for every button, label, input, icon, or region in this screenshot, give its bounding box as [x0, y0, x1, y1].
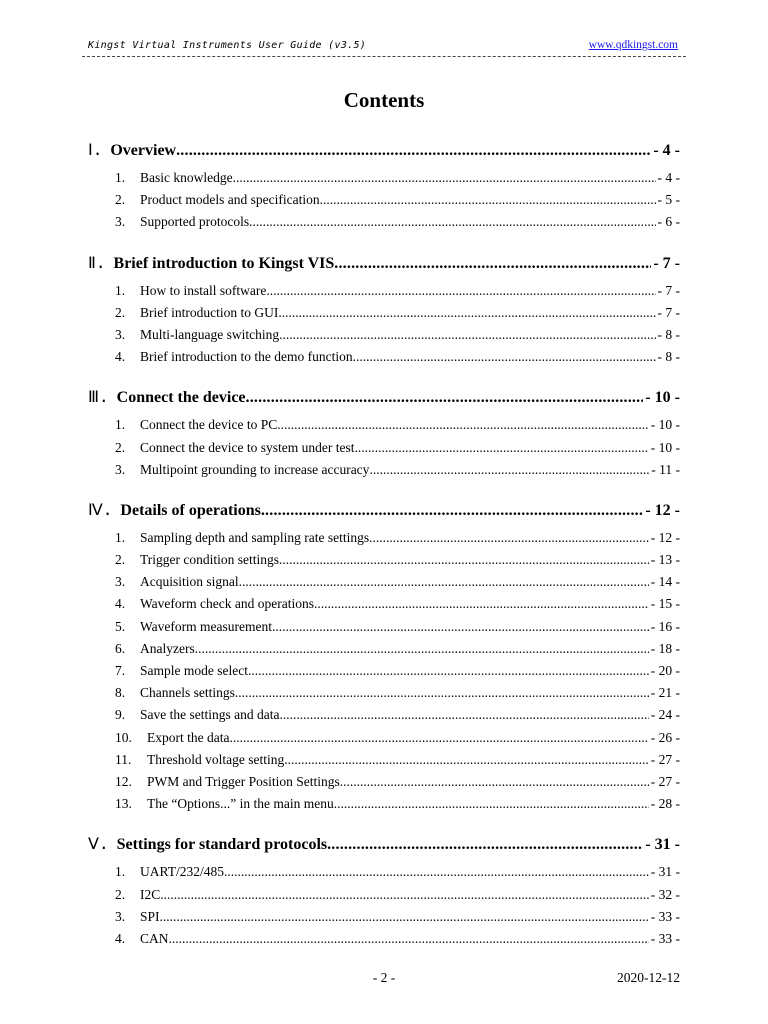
toc-section-row[interactable] [88, 387, 680, 411]
toc-section-number: Ⅲ. [88, 387, 109, 407]
toc-section-number: Ⅰ. [88, 140, 103, 159]
toc-entry-row[interactable] [88, 796, 680, 818]
toc-entry-row[interactable] [88, 663, 680, 685]
toc-entry-number: 11. [115, 751, 132, 767]
toc-dot-leader [277, 417, 649, 433]
toc-dot-leader [314, 596, 649, 612]
toc-dot-leader [235, 685, 649, 701]
toc-dot-leader [195, 641, 649, 657]
toc-entry-title: Channels settings [140, 685, 235, 701]
toc-entry-row[interactable] [88, 283, 680, 305]
toc-section-row[interactable] [88, 834, 680, 858]
toc-entry-page: - 7 - [657, 282, 680, 298]
toc-dot-leader [160, 909, 649, 925]
toc-dot-leader [334, 255, 651, 273]
toc-entry-number: 3. [115, 908, 126, 924]
toc-entry-row[interactable] [88, 440, 680, 462]
toc-entry-row[interactable] [88, 214, 680, 236]
toc-entry-page: - 28 - [650, 796, 680, 812]
toc-entry-page: - 33 - [650, 908, 680, 924]
toc-entry-number: 1. [115, 417, 126, 433]
toc-entry-page: - 16 - [650, 618, 680, 634]
toc-entry-number: 1. [115, 529, 126, 545]
toc-entry-title: Brief introduction to GUI [140, 304, 279, 320]
toc-dot-leader [249, 214, 655, 230]
toc-entry-row[interactable] [88, 305, 680, 327]
toc-entry-title: Product models and specification [140, 192, 320, 208]
toc-entry-number: 1. [115, 864, 126, 880]
toc-entry-number: 2. [115, 192, 126, 208]
toc-entry-row[interactable] [88, 931, 680, 953]
toc-entry-row[interactable] [88, 417, 680, 439]
toc-entry-number: 12. [115, 773, 132, 789]
toc-section-number: Ⅳ. [88, 499, 113, 519]
toc-entry-page: - 10 - [650, 439, 680, 455]
toc-entry-title: Connect the device to PC [140, 417, 278, 433]
toc-entry-title: Analyzers [140, 640, 195, 656]
toc-entry-row[interactable] [88, 774, 680, 796]
toc-dot-leader [160, 887, 649, 903]
toc-dot-leader [369, 530, 649, 546]
toc-entry-number: 8. [115, 685, 126, 701]
toc-entry-row[interactable] [88, 349, 680, 371]
table-of-contents [88, 140, 680, 953]
toc-entry-row[interactable] [88, 462, 680, 484]
toc-section-title: Details of operations [120, 501, 261, 519]
toc-entry-page: - 32 - [650, 886, 680, 902]
toc-entry-title: Acquisition signal [140, 574, 239, 590]
toc-entry-row[interactable] [88, 864, 680, 886]
footer-page-number: - 2 - [372, 970, 396, 985]
toc-dot-leader [278, 305, 655, 321]
toc-dot-leader [169, 931, 649, 947]
header-document-title: Kingst Virtual Instruments User Guide (v3.5) [88, 40, 367, 51]
toc-entry-number: 3. [115, 574, 126, 590]
toc-entry-title: Multi-language switching [140, 326, 280, 342]
toc-section-page: - 10 - [645, 389, 680, 407]
toc-entry-number: 1. [115, 282, 126, 298]
toc-entry-page: - 5 - [657, 192, 680, 208]
toc-entry-number: 4. [115, 349, 126, 365]
toc-entry-row[interactable] [88, 730, 680, 752]
toc-entry-title: Brief introduction to the demo function [140, 349, 353, 365]
toc-entry-row[interactable] [88, 530, 680, 552]
toc-entry-number: 10. [115, 729, 132, 745]
toc-entry-title: SPI [140, 908, 160, 924]
toc-entry-row[interactable] [88, 574, 680, 596]
toc-entry-page: - 11 - [651, 461, 680, 477]
toc-entry-row[interactable] [88, 552, 680, 574]
toc-entry-page: - 8 - [657, 326, 680, 342]
toc-entry-title: Save the settings and data [140, 707, 280, 723]
toc-entry-page: - 24 - [650, 707, 680, 723]
toc-entry-row[interactable] [88, 192, 680, 214]
toc-dot-leader [353, 349, 656, 365]
toc-entry-row[interactable] [88, 327, 680, 349]
toc-entry-title: Connect the device to system under test [140, 439, 355, 455]
toc-entry-page: - 18 - [650, 640, 680, 656]
toc-entry-number: 2. [115, 886, 126, 902]
toc-section-title: Connect the device [116, 389, 246, 407]
toc-entry-row[interactable] [88, 685, 680, 707]
toc-entry-number: 5. [115, 618, 126, 634]
toc-entry-row[interactable] [88, 752, 680, 774]
toc-entry-title: Waveform measurement [140, 618, 272, 634]
toc-entry-title: Threshold voltage setting [147, 751, 285, 767]
toc-entry-page: - 10 - [650, 417, 680, 433]
toc-entry-row[interactable] [88, 887, 680, 909]
toc-entry-number: 7. [115, 663, 126, 678]
toc-section-row[interactable] [88, 253, 680, 277]
toc-entry-row[interactable] [88, 170, 680, 192]
toc-entry-row[interactable] [88, 707, 680, 729]
toc-entry-title: Basic knowledge [140, 170, 233, 185]
toc-section-title: Brief introduction to Kingst VIS [113, 254, 335, 272]
toc-entry-page: - 21 - [650, 685, 680, 701]
toc-entry-number: 3. [115, 461, 126, 477]
toc-entry-number: 3. [115, 214, 126, 230]
toc-dot-leader [246, 389, 644, 407]
toc-entry-number: 2. [115, 552, 126, 568]
toc-entry-page: - 31 - [650, 864, 680, 880]
toc-entry-page: - 4 - [657, 170, 680, 185]
toc-entry-row[interactable] [88, 619, 680, 641]
footer-date: 2020-12-12 [617, 970, 680, 985]
toc-dot-leader [261, 502, 644, 520]
toc-section-number: Ⅴ. [88, 834, 109, 854]
toc-entry-page: - 27 - [650, 751, 680, 767]
toc-entry-page: - 14 - [650, 574, 680, 590]
toc-entry-title: Trigger condition settings [140, 552, 280, 568]
toc-dot-leader [279, 707, 648, 723]
toc-dot-leader [279, 552, 649, 568]
toc-entry-title: Export the data [147, 729, 230, 745]
toc-entry-title: Multipoint grounding to increase accuracy [140, 461, 370, 477]
toc-dot-leader [369, 462, 649, 478]
toc-entry-number: 4. [115, 596, 126, 612]
toc-entry-title: Supported protocols [140, 214, 250, 230]
toc-entry-title: Sampling depth and sampling rate settings [140, 529, 370, 545]
toc-entry-number: 3. [115, 326, 126, 342]
toc-dot-leader [279, 327, 655, 343]
toc-entry-page: - 27 - [650, 773, 680, 789]
toc-dot-leader [224, 864, 649, 880]
toc-dot-leader [284, 752, 649, 768]
toc-dot-leader [248, 663, 649, 679]
page-header [82, 38, 686, 57]
toc-entry-page: - 12 - [650, 529, 680, 545]
toc-entry-number: 1. [115, 170, 126, 185]
toc-entry-page: - 8 - [657, 349, 680, 365]
toc-section-title: Overview [110, 142, 177, 159]
toc-entry-title: PWM and Trigger Position Settings [147, 773, 340, 789]
header-website-link[interactable]: www.qdkingst.com [588, 39, 678, 51]
toc-dot-leader [239, 574, 649, 590]
toc-entry-number: 2. [115, 304, 126, 320]
toc-section-page: - 4 - [653, 142, 680, 159]
page-title: Contents [343, 88, 425, 112]
toc-section-row[interactable] [88, 140, 680, 164]
toc-entry-row[interactable] [88, 909, 680, 931]
toc-dot-leader [229, 730, 648, 746]
toc-entry-title: CAN [140, 930, 169, 946]
toc-entry-title: UART/232/485 [140, 864, 224, 880]
toc-dot-leader [233, 170, 656, 186]
toc-entry-number: 9. [115, 707, 126, 723]
toc-dot-leader [266, 283, 655, 299]
toc-entry-number: 2. [115, 439, 126, 455]
toc-entry-page: - 33 - [650, 930, 680, 946]
toc-dot-leader [340, 774, 649, 790]
toc-section-title: Settings for standard protocols [116, 836, 328, 854]
toc-entry-page: - 13 - [650, 552, 680, 568]
toc-entry-page: - 15 - [650, 596, 680, 612]
toc-entry-row[interactable] [88, 596, 680, 618]
toc-dot-leader [176, 142, 651, 160]
toc-entry-title: Sample mode select [140, 663, 248, 678]
toc-section-page: - 7 - [653, 254, 680, 272]
toc-dot-leader [354, 440, 648, 456]
toc-entry-page: - 7 - [657, 304, 680, 320]
toc-entry-page: - 20 - [650, 663, 680, 678]
toc-entry-number: 13. [115, 796, 132, 812]
toc-entry-number: 4. [115, 930, 126, 946]
toc-section-page: - 31 - [645, 836, 680, 854]
toc-entry-title: The “Options...” in the main menu [147, 796, 334, 812]
toc-entry-title: I2C [140, 886, 161, 902]
toc-entry-row[interactable] [88, 641, 680, 663]
toc-entry-title: How to install software [140, 282, 267, 298]
toc-entry-page: - 6 - [657, 214, 680, 230]
toc-dot-leader [334, 796, 649, 812]
toc-entry-page: - 26 - [650, 729, 680, 745]
toc-dot-leader [272, 619, 649, 635]
toc-section-row[interactable] [88, 500, 680, 524]
toc-section-page: - 12 - [645, 501, 680, 519]
toc-entry-number: 6. [115, 640, 126, 656]
toc-dot-leader [320, 192, 656, 208]
toc-entry-title: Waveform check and operations [140, 596, 314, 612]
toc-section-number: Ⅱ. [88, 252, 106, 272]
toc-dot-leader [327, 836, 643, 854]
